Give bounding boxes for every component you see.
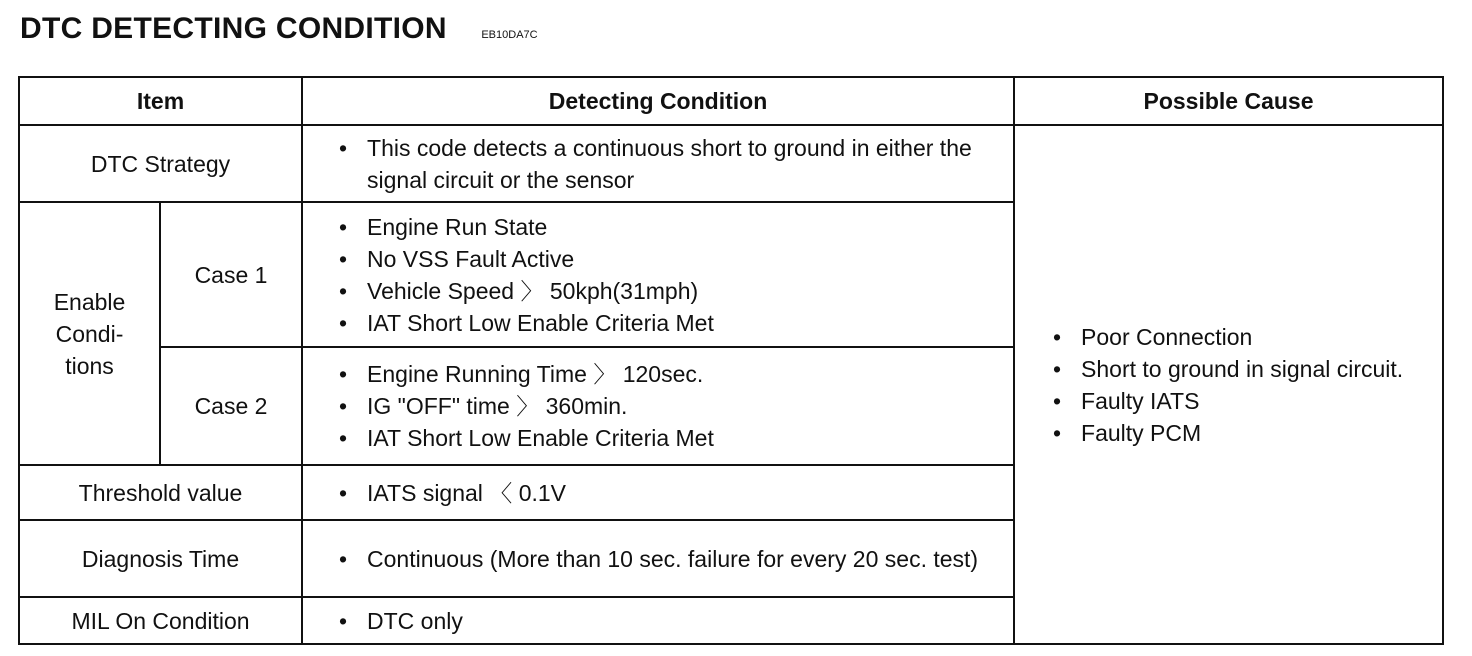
list-item: • This code detects a continuous short to ground in either the signal circuit or the sensor (339, 132, 1013, 196)
possible-cause-item: • Faulty IATS (1053, 385, 1422, 417)
diagnosis-time-condition (302, 520, 1014, 597)
column-header-item: Item (19, 77, 302, 125)
list-item: • Continuous (More than 10 sec. failure for every 20 sec. test) (339, 543, 1013, 575)
case-2-condition (302, 347, 1014, 465)
dtc-condition-table (18, 76, 1444, 645)
list-item: • IATS signal 〈 0.1V (339, 477, 1013, 509)
list-item: • IAT Short Low Enable Criteria Met (339, 422, 1013, 454)
list-item: • Vehicle Speed 〉 50kph(31mph) (339, 275, 1013, 307)
column-header-detecting-condition: Detecting Condition (302, 77, 1014, 125)
page-header (20, 12, 538, 46)
list-item: • No VSS Fault Active (339, 243, 1013, 275)
possible-cause-item: • Faulty PCM (1053, 417, 1422, 449)
enable-conditions-label: Enable Condi-tions (19, 202, 160, 465)
list-item: • IG "OFF" time 〉 360min. (339, 390, 1013, 422)
page-title: DTC DETECTING CONDITION (20, 12, 447, 45)
diagnosis-time-label: Diagnosis Time (19, 520, 302, 597)
threshold-label: Threshold value (19, 465, 302, 520)
threshold-condition (302, 465, 1014, 520)
table-header-row (19, 77, 1443, 125)
possible-cause-item: • Short to ground in signal circuit. (1053, 353, 1422, 385)
list-item: • Engine Run State (339, 211, 1013, 243)
possible-cause-item: • Poor Connection (1053, 321, 1422, 353)
list-item: • Engine Running Time 〉 120sec. (339, 358, 1013, 390)
mil-label: MIL On Condition (19, 597, 302, 644)
case-1-condition (302, 202, 1014, 347)
dtc-strategy-label: DTC Strategy (19, 125, 302, 202)
possible-cause-cell (1014, 125, 1443, 644)
case-2-label: Case 2 (160, 347, 302, 465)
document-code: EB10DA7C (481, 29, 538, 41)
column-header-possible-cause: Possible Cause (1014, 77, 1443, 125)
mil-condition (302, 597, 1014, 644)
list-item: • DTC only (339, 605, 1013, 637)
case-1-label: Case 1 (160, 202, 302, 347)
table-row-dtc-strategy (19, 125, 1443, 202)
dtc-strategy-condition (302, 125, 1014, 202)
list-item: • IAT Short Low Enable Criteria Met (339, 307, 1013, 339)
